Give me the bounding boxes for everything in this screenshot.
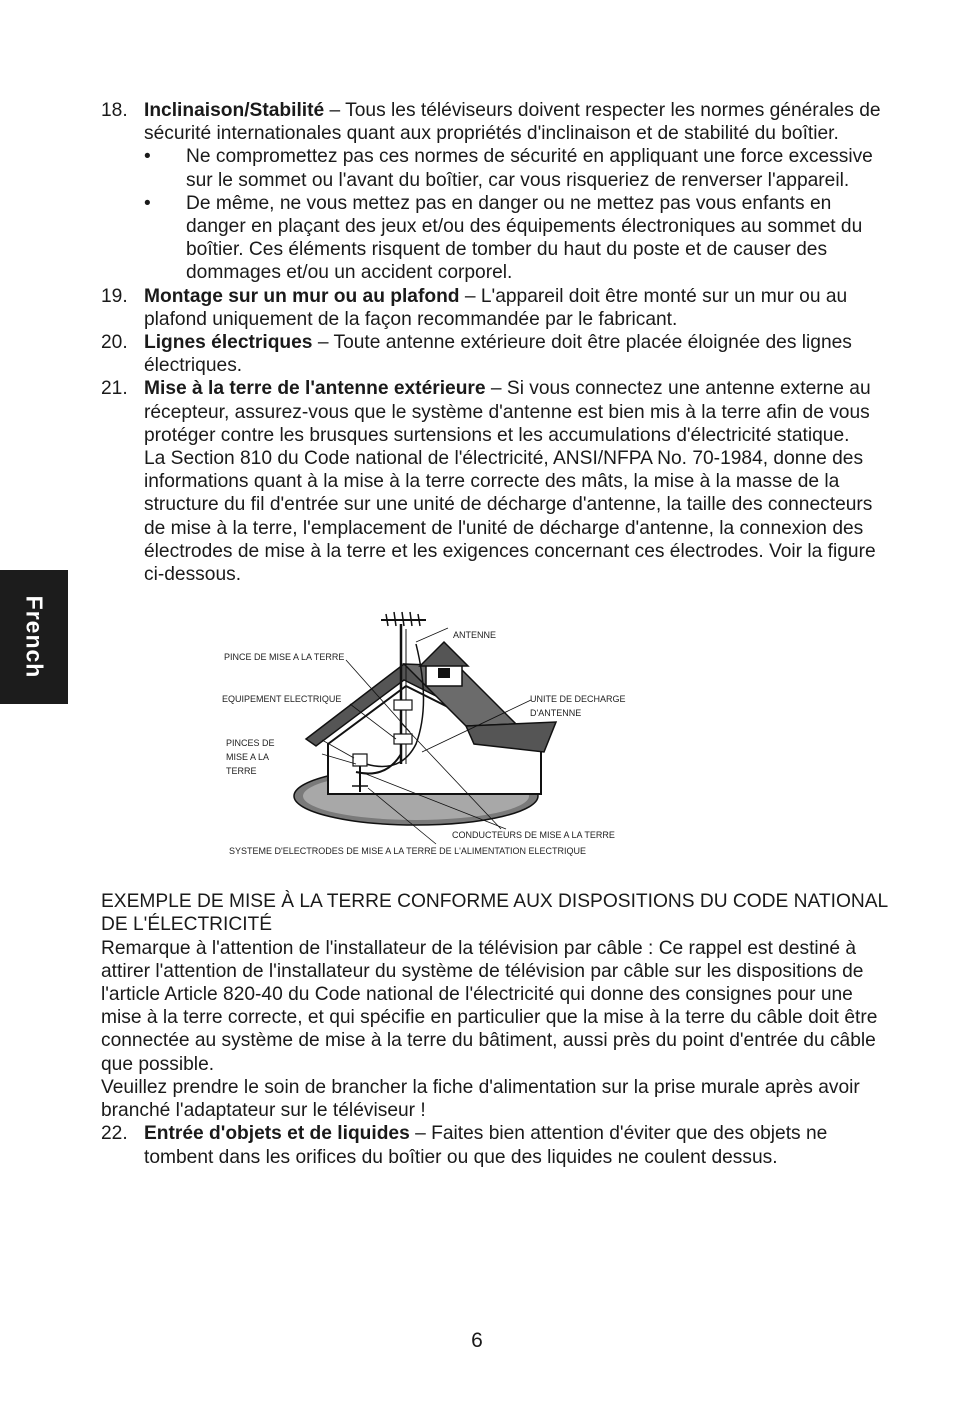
item-title: Inclinaison/Stabilité [144,100,325,121]
language-tab-label: French [21,595,48,679]
label-pince: PINCE DE MISE A LA TERRE [224,652,345,663]
label-pinces-line2: MISE A LA [226,752,270,763]
item-number: 19. [101,285,128,307]
item-text: – Toute antenne extérieure doit être placée éloignée des lignes électriques. [144,332,852,377]
grounding-illustration [216,604,646,862]
item-text: – Faites bien attention d'éviter que des objets ne tombent dans les orifices du boîtier ou que des liquides ne coulent dessus. [144,1123,828,1168]
bullet-icon: • [144,146,151,168]
item-paragraph: La Section 810 du Code national de l'électricité, ANSI/NFPA No. 70-1984, donne des informations quant à la mise à la terre correcte des mâts, la mise à la masse de la structure du fil d'entrée sur une unité de décharge d'antenne, la taille des connecteurs de mise à la terre, l'emplacement de l'unité de décharge d'antenne, la connexion des électrodes de mise à la terre et les exigences concernant ces électrodes. Voir la figure ci-dessous. [144,448,876,586]
item-title: Lignes électriques [144,332,313,354]
item-20 [101,331,891,377]
item-title: Mise à la terre de l'antenne extérieure [144,378,486,400]
page-content [101,99,891,1169]
bullet-icon: • [144,192,151,214]
label-antenne: ANTENNE [453,630,497,641]
grounding-diagram [216,604,646,862]
label-conducteurs: CONDUCTEURS DE MISE A LA TERRE [452,830,615,841]
item-18 [101,99,891,285]
item-21 [101,377,891,586]
label-equipement: EQUIPEMENT ELECTRIQUE [222,694,342,705]
installer-remark: Remarque à l'attention de l'installateur de la télévision par câble : Ce rappel est destiné à attirer l'attention de l'installateur du système de télévision par câble sur les dispositions de l'article Article 820-40 du Code national de l'électricité qui donne des consignes pour une mise à la terre correcte, et qui spécifie en particulier que la mise à la terre du câble doit être connectée au système de mise à la terre du bâtiment, aussi près du point d'entrée du câble que possible. [101,937,878,1075]
label-unite-line2: D'ANTENNE [530,708,582,719]
item-number: 20. [101,332,128,354]
item-text: – L'appareil doit être monté sur un mur ou au plafond uniquement de la façon recommandée par le fabricant. [144,285,848,330]
item-text: – Tous les téléviseurs doivent respecter les normes générales de sécurité internationales quant aux propriétés d'inclinaison et de stabilité du boîtier. [144,100,881,145]
bullet-text: De même, ne vous mettez pas en danger ou ne mettez pas vous enfants en danger en plaçant des jeux et/ou des équipements électroniques au sommet du boîtier. Ces éléments risquent de tomber du haut du poste et de causer des dommages et/ou un accident corporel. [186,192,863,284]
label-systeme: SYSTEME D'ELECTRODES DE MISE A LA TERRE DE L'ALIMENTATION ELECTRIQUE [229,846,587,857]
item-title: Entrée d'objets et de liquides [144,1123,410,1145]
item-number: 21. [101,378,128,400]
item-19 [101,285,891,331]
label-unite-line1: UNITE DE DECHARGE [530,694,626,705]
item-22 [101,1122,891,1168]
power-warning: Veuillez prendre le soin de brancher la fiche d'alimentation sur la prise murale après avoir branché l'adaptateur sur le téléviseur ! [101,1076,860,1122]
item-number: 18. [101,100,128,121]
label-pinces-line3: TERRE [226,766,257,777]
language-tab [0,570,68,704]
bullet-text: Ne compromettez pas ces normes de sécurité en appliquant une force excessive sur le sommet ou l'avant du boîtier, car vous risqueriez de renverser l'appareil. [186,146,873,191]
label-pinces-line1: PINCES DE [226,738,275,749]
page-number: 6 [471,1329,483,1352]
example-heading: EXEMPLE DE MISE À LA TERRE CONFORME AUX DISPOSITIONS DU CODE NATIONAL DE L'ÉLECTRICITÉ [101,891,888,936]
item-number: 22. [101,1123,128,1145]
item-title: Montage sur un mur ou au plafond [144,285,460,307]
item-text: – Si vous connectez une antenne externe au récepteur, assurez-vous que le système d'antenne est bien mis à la terre afin de vous protéger contre les brusques surtensions et les accumulations d'électricité statique. [144,378,871,446]
bullet-item [144,192,891,285]
bullet-item [144,145,891,191]
